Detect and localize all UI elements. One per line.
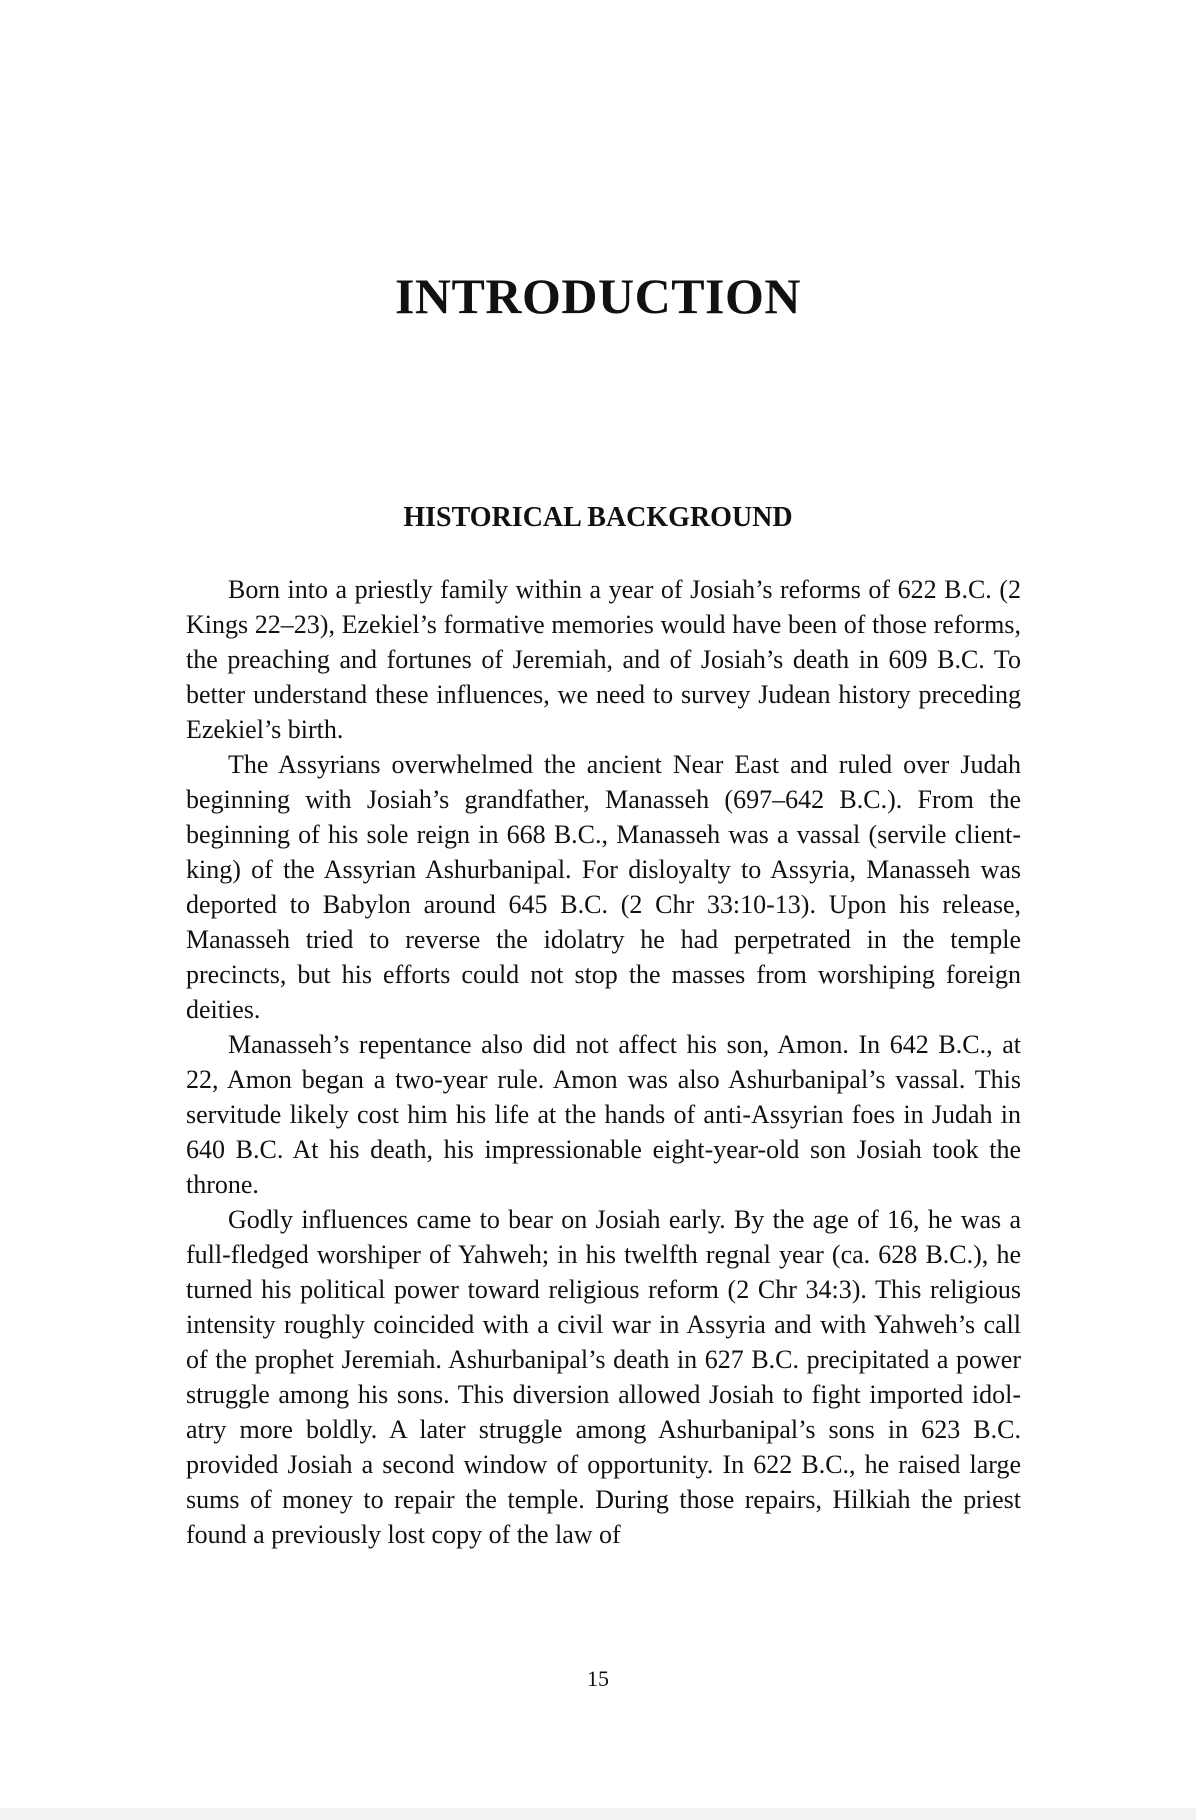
paragraph-3: Manasseh’s repentance also did not affect his son, Amon. In 642 B.C., at 22, Amon began a two-year rule. Amon was also Ashurbanipal’s vassal. This servitude likely cost him his life at the hands of anti-Assyrian foes in Judah in 640 B.C. At his death, his impressionable eight-year-old son Josiah took the throne. — [186, 1030, 1021, 1199]
body-text — [186, 572, 1021, 1552]
paragraph-1: Born into a priestly family within a year of Josiah’s reforms of 622 B.C. (2 Kings 22–23), Ezekiel’s formative memories would have been of those reforms, the preaching and fortunes of Jeremiah, and of Josiah’s death in 609 B.C. To better understand these influences, we need to survey Judean history preceding Ezekiel’s birth. — [186, 575, 1021, 744]
paragraph-2: The Assyrians overwhelmed the ancient Near East and ruled over Judah beginning with Josiah’s grandfather, Manasseh (697–642 B.C.). From the beginning of his sole reign in 668 B.C., Manasseh was a vassal (servile client-king) of the Assyrian Ashurbanipal. For disloyalty to Assyria, Manasseh was deported to Babylon around 645 B.C. (2 Chr 33:10-13). Upon his release, Manasseh tried to reverse the idolatry he had perpetrated in the temple precincts, but his efforts could not stop the masses from worshiping foreign deities. — [186, 750, 1021, 1024]
chapter-title: INTRODUCTION — [394, 268, 802, 324]
section-heading: HISTORICAL BACKGROUND — [403, 502, 793, 533]
page-number: 15 — [587, 1666, 609, 1691]
paragraph-4: Godly influences came to bear on Josiah early. By the age of 16, he was a full-fledged worshiper of Yahweh; in his twelfth regnal year (ca. 628 B.C.), he turned his political power toward religious reform (2 Chr 34:3). This religious intensity roughly coincided with a civil war in Assyria and with Yahweh’s call of the prophet Jeremiah. Ashurbanipal’s death in 627 B.C. precipitated a power struggle among his sons. This diversion allowed Josiah to fight imported idolatry more boldly. A later struggle among Ashurbanipal’s sons in 623 B.C. provided Josiah a second window of opportunity. In 622 B.C., he raised large sums of money to repair the temple. During those repairs, Hilkiah the priest found a previously lost copy of the law of — [186, 1205, 1021, 1549]
